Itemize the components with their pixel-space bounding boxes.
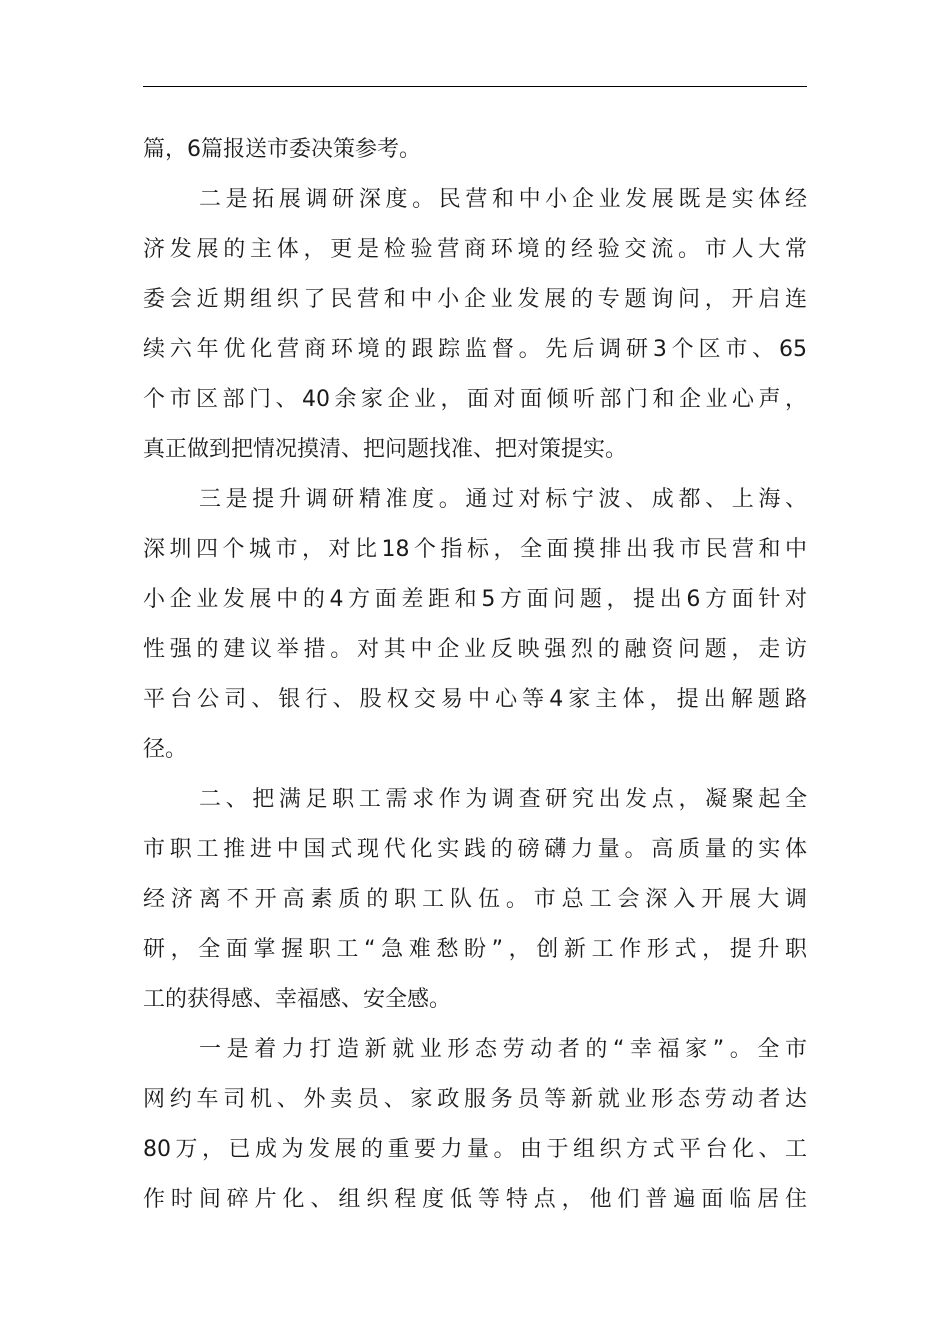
text-line: 小企业发展中的4方面差距和5方面问题，提出6方面针对: [143, 587, 807, 612]
text-line: 工的获得感、幸福感、安全感。: [143, 987, 452, 1012]
text-line: 二是拓展调研深度。民营和中小企业发展既是实体经: [199, 187, 807, 212]
body-text: [143, 125, 807, 1225]
text-line: 一是着力打造新就业形态劳动者的“幸福家”。全市: [199, 1037, 807, 1062]
text-line: 平台公司、银行、股权交易中心等4家主体，提出解题路: [143, 687, 807, 712]
text-line: 经济离不开高素质的职工队伍。市总工会深入开展大调: [143, 887, 807, 912]
text-line: 篇，6篇报送市委决策参考。: [143, 137, 421, 162]
text-line: 深圳四个城市，对比18个指标，全面摸排出我市民营和中: [143, 537, 807, 562]
text-line: 二、把满足职工需求作为调查研究出发点，凝聚起全: [199, 787, 807, 812]
text-line: 80万，已成为发展的重要力量。由于组织方式平台化、工: [143, 1137, 807, 1162]
text-line: 三是提升调研精准度。通过对标宁波、成都、上海、: [199, 487, 807, 512]
text-line: 真正做到把情况摸清、把问题找准、把对策提实。: [143, 437, 628, 462]
text-line: 市职工推进中国式现代化实践的磅礴力量。高质量的实体: [143, 837, 807, 862]
text-line: 研，全面掌握职工“急难愁盼”，创新工作形式，提升职: [143, 937, 807, 962]
text-line: 委会近期组织了民营和中小企业发展的专题询问，开启连: [143, 287, 807, 312]
text-line: 作时间碎片化、组织程度低等特点，他们普遍面临居住: [143, 1187, 807, 1212]
text-line: 径。: [143, 737, 188, 762]
text-line: 个市区部门、40余家企业，面对面倾听部门和企业心声，: [143, 387, 807, 412]
text-line: 续六年优化营商环境的跟踪监督。先后调研3个区市、65: [143, 337, 807, 362]
text-line: 性强的建议举措。对其中企业反映强烈的融资问题，走访: [143, 637, 807, 662]
text-line: 网约车司机、外卖员、家政服务员等新就业形态劳动者达: [143, 1087, 807, 1112]
header-rule: [143, 86, 807, 87]
text-line: 济发展的主体，更是检验营商环境的经验交流。市人大常: [143, 237, 807, 262]
